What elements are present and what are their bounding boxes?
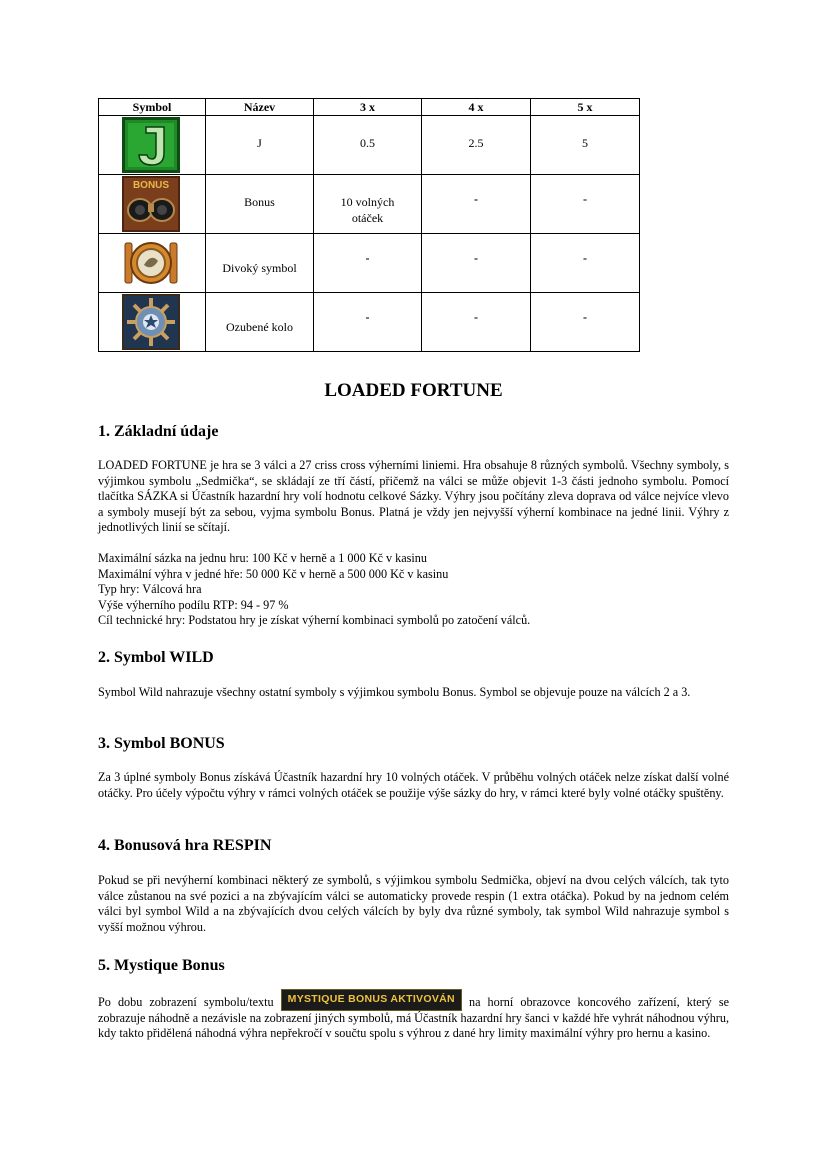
pay-5x: - — [531, 234, 640, 293]
table-row — [99, 234, 640, 293]
symbol-name: Bonus — [206, 175, 314, 234]
col-5x: 5 x — [531, 99, 640, 116]
info-line: Typ hry: Válcová hra — [98, 582, 202, 596]
info-line: Cíl technické hry: Podstatou hry je získat výherní kombinaci symbolů po zatočení válců. — [98, 613, 531, 627]
pay-5x: 5 — [531, 116, 640, 175]
section-paragraph: Za 3 úplné symboly Bonus získává Účastník hazardní hry 10 volných otáček. V průběhu volných otáček nelze získat další volné otáčky. Pro účely výpočtu výhry v rámci volných otáček se použije výše sázky do hry, v rámci které byly volné otáčky spuštěny. — [98, 770, 729, 800]
pay-4x: - — [422, 175, 531, 234]
col-3x: 3 x — [314, 99, 422, 116]
info-line: Výše výherního podílu RTP: 94 - 97 % — [98, 597, 289, 612]
info-lines — [98, 551, 729, 629]
pay-4x: - — [422, 293, 531, 352]
table-row — [99, 175, 640, 234]
pay-4x: 2.5 — [422, 116, 531, 175]
section-paragraph: LOADED FORTUNE je hra se 3 válci a 27 criss cross výherními liniemi. Hra obsahuje 8 různých symbolů. Všechny symboly, s výjimkou symbolu „Sedmička“, se skládají ze tří částí, přičemž na válci se může objevit 1-3 části jednoho symbolu. Pomocí tlačítka SÁZKA si Účastník hazardní hry volí hodnotu celkové Sázky. Výhry jsou počítány zleva doprava od válce nejvíce vlevo a symboly musejí být za sebou, vyjma symbolu Bonus. Platná je vždy jen nejvyšší výherní kombinace na jedné linii. Výhry z jednotlivých linií se sčítají. — [98, 458, 729, 534]
col-symbol: Symbol — [99, 99, 206, 116]
section-paragraph: Symbol Wild nahrazuje všechny ostatní symboly s výjimkou symbolu Bonus. Symbol se objevuje pouze na válcích 2 a 3. — [98, 685, 691, 699]
pay-5x: - — [531, 293, 640, 352]
symbol-name: J — [206, 116, 314, 175]
symbol-name: Divoký symbol — [206, 234, 314, 293]
svg-text:BONUS: BONUS — [132, 180, 170, 191]
page-title: LOADED FORTUNE — [324, 380, 503, 401]
paytable-header — [99, 99, 640, 116]
pay-3x: 10 volných otáček — [314, 175, 422, 234]
wild-compass-icon — [122, 235, 180, 291]
pay-4x: - — [422, 234, 531, 293]
section-paragraph: Po dobu zobrazení symbolu/textu MYSTIQUE BONUS AKTIVOVÁN na horní obrazovce koncového zařízení, který se zobrazuje náhodně a nezávisle na zobrazení jiných symbolů, má Účastník hazardní hry šanci v každé hře vyhrát náhodnou výhru, kdy takto přidělená náhodná výhra nepřekročí v součtu spolu s výhrou z dané hry limity maximální výhry pro hernu a kasino. — [98, 995, 729, 1042]
pay-3x: - — [314, 234, 422, 293]
info-line: Maximální výhra v jedné hře: 50 000 Kč v herně a 500 000 Kč v kasinu — [98, 566, 449, 581]
col-name: Název — [206, 99, 314, 116]
bonus-binoculars-icon — [122, 176, 180, 232]
col-4x: 4 x — [422, 99, 531, 116]
section-heading: 3. Symbol BONUS — [98, 735, 225, 752]
gear-wheel-icon — [122, 294, 180, 350]
section-heading: 2. Symbol WILD — [98, 649, 214, 666]
table-row — [99, 293, 640, 352]
section-heading: 1. Základní údaje — [98, 423, 219, 440]
j-symbol-icon — [122, 117, 180, 173]
section-heading: 5. Mystique Bonus — [98, 957, 225, 974]
section-paragraph: Pokud se při nevýherní kombinaci některý ze symbolů, s výjimkou symbolu Sedmička, objeví na dvou celých válcích, tak tyto válce zůstanou na své pozici a na zbývajícím válci se automaticky provede respin (1 extra otáčka). Pokud by na jednom celém válci byl symbol Wild a na zbývajících dvou celých válcích by byly dva různé symboly, tak symbol Wild nahrazuje symbol s vyšší možnou výhrou. — [98, 873, 729, 934]
pay-3x: 0.5 — [314, 116, 422, 175]
paytable — [98, 98, 640, 352]
section-heading: 4. Bonusová hra RESPIN — [98, 837, 272, 854]
table-row — [99, 116, 640, 175]
pay-5x: - — [531, 175, 640, 234]
mystique-bonus-badge: MYSTIQUE BONUS AKTIVOVÁN — [281, 989, 462, 1011]
info-line: Maximální sázka na jednu hru: 100 Kč v herně a 1 000 Kč v kasinu — [98, 551, 427, 565]
pay-3x: - — [314, 293, 422, 352]
symbol-name: Ozubené kolo — [206, 293, 314, 352]
